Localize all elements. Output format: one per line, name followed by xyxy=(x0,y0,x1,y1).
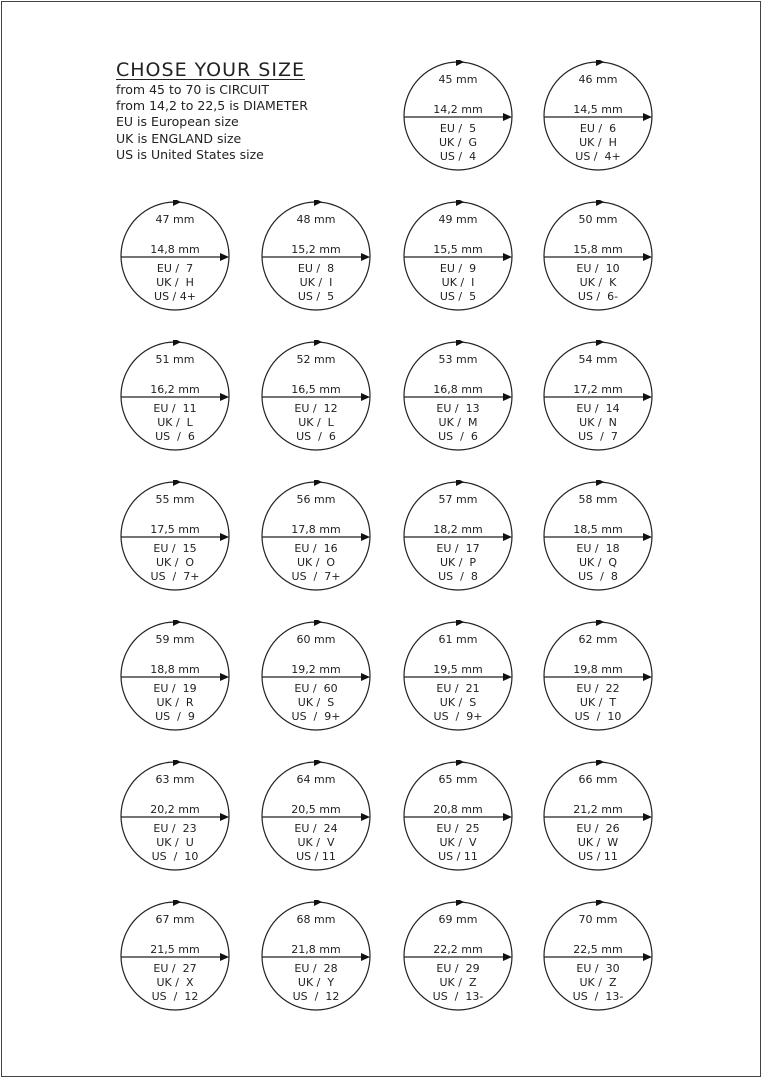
us-size-label: US / 5 xyxy=(439,290,477,303)
uk-size-label: UK / S xyxy=(439,696,477,709)
circuit-arrow-icon xyxy=(456,60,464,66)
uk-size-label: UK / O xyxy=(155,556,195,569)
eu-size-label: EU / 14 xyxy=(576,402,620,415)
ring-size-circle xyxy=(119,620,231,732)
circuit-label: 66 mm xyxy=(578,773,618,786)
us-size-label: US / 9+ xyxy=(291,710,341,723)
diameter-label: 18,5 mm xyxy=(573,523,623,536)
uk-size-label: UK / X xyxy=(156,976,194,989)
ring-size-circle xyxy=(260,620,372,732)
us-size-label: US / 13- xyxy=(572,990,624,1003)
uk-size-label: UK / P xyxy=(439,556,477,569)
circuit-arrow-icon xyxy=(596,340,604,346)
circuit-label: 47 mm xyxy=(155,213,195,226)
uk-size-label: UK / Z xyxy=(439,976,477,989)
diameter-label: 18,8 mm xyxy=(150,663,200,676)
uk-size-label: UK / I xyxy=(441,276,475,289)
diameter-label: 16,8 mm xyxy=(433,383,483,396)
circuit-arrow-icon xyxy=(596,480,604,486)
ring-size-circle xyxy=(542,200,654,312)
us-size-label: US / 11 xyxy=(296,850,336,863)
eu-size-label: EU / 6 xyxy=(579,122,617,135)
eu-size-label: EU / 29 xyxy=(436,962,480,975)
diameter-label: 17,8 mm xyxy=(291,523,341,536)
uk-size-label: UK / H xyxy=(579,136,617,149)
circuit-label: 70 mm xyxy=(578,913,618,926)
circuit-label: 61 mm xyxy=(438,633,478,646)
uk-size-label: UK / W xyxy=(577,836,619,849)
eu-size-label: EU / 10 xyxy=(576,262,620,275)
us-size-label: US / 5 xyxy=(297,290,335,303)
uk-size-label: UK / G xyxy=(439,136,477,149)
uk-size-label: UK / I xyxy=(299,276,333,289)
us-size-label: US / 13- xyxy=(432,990,484,1003)
us-size-label: US / 9+ xyxy=(433,710,483,723)
diameter-label: 21,5 mm xyxy=(150,943,200,956)
uk-size-label: UK / V xyxy=(297,836,335,849)
circuit-arrow-icon xyxy=(456,760,464,766)
uk-size-label: UK / K xyxy=(579,276,617,289)
eu-size-label: EU / 11 xyxy=(153,402,197,415)
uk-size-label: UK / Z xyxy=(579,976,617,989)
diameter-label: 16,5 mm xyxy=(291,383,341,396)
diameter-label: 19,5 mm xyxy=(433,663,483,676)
legend-line-eu: EU is European size xyxy=(116,114,239,130)
circuit-arrow-icon xyxy=(456,340,464,346)
diameter-label: 21,8 mm xyxy=(291,943,341,956)
legend-line-uk: UK is ENGLAND size xyxy=(116,130,242,146)
ring-size-circle xyxy=(119,200,231,312)
circuit-label: 57 mm xyxy=(438,493,478,506)
legend-line-diameter: from 14,2 to 22,5 is DIAMETER xyxy=(116,98,308,114)
uk-size-label: UK / Y xyxy=(297,976,335,989)
ring-size-circle xyxy=(402,480,514,592)
circuit-arrow-icon xyxy=(173,480,181,486)
circuit-label: 65 mm xyxy=(438,773,478,786)
circuit-arrow-icon xyxy=(173,200,181,206)
us-size-label: US / 7+ xyxy=(291,570,341,583)
diameter-label: 14,2 mm xyxy=(433,103,483,116)
diameter-label: 17,2 mm xyxy=(573,383,623,396)
ring-size-circle xyxy=(542,900,654,1012)
circuit-arrow-icon xyxy=(456,480,464,486)
eu-size-label: EU / 25 xyxy=(436,822,480,835)
eu-size-label: EU / 30 xyxy=(576,962,620,975)
ring-size-circle xyxy=(260,900,372,1012)
diameter-label: 21,2 mm xyxy=(573,803,623,816)
us-size-label: US / 11 xyxy=(438,850,478,863)
circuit-arrow-icon xyxy=(173,760,181,766)
circuit-label: 68 mm xyxy=(296,913,336,926)
uk-size-label: UK / M xyxy=(438,416,478,429)
circuit-arrow-icon xyxy=(596,200,604,206)
ring-size-circle xyxy=(542,620,654,732)
eu-size-label: EU / 18 xyxy=(576,542,620,555)
circuit-arrow-icon xyxy=(314,900,322,906)
circuit-label: 51 mm xyxy=(155,353,195,366)
circuit-label: 59 mm xyxy=(155,633,195,646)
uk-size-label: UK / Q xyxy=(578,556,618,569)
circuit-label: 67 mm xyxy=(155,913,195,926)
uk-size-label: UK / O xyxy=(296,556,336,569)
diameter-label: 20,8 mm xyxy=(433,803,483,816)
ring-size-circle xyxy=(260,760,372,872)
ring-size-circle xyxy=(402,760,514,872)
diameter-label: 15,2 mm xyxy=(291,243,341,256)
ring-size-circle xyxy=(542,760,654,872)
us-size-label: US / 6 xyxy=(155,430,195,443)
circuit-arrow-icon xyxy=(314,760,322,766)
diameter-label: 18,2 mm xyxy=(433,523,483,536)
diameter-label: 19,2 mm xyxy=(291,663,341,676)
ring-size-circle xyxy=(402,200,514,312)
circuit-arrow-icon xyxy=(173,620,181,626)
us-size-label: US / 10 xyxy=(151,850,199,863)
legend-line-circuit: from 45 to 70 is CIRCUIT xyxy=(116,82,269,97)
us-size-label: US / 12 xyxy=(292,990,340,1003)
us-size-label: US / 4 xyxy=(439,150,477,163)
uk-size-label: UK / S xyxy=(297,696,335,709)
eu-size-label: EU / 21 xyxy=(436,682,480,695)
diameter-label: 20,2 mm xyxy=(150,803,200,816)
diameter-label: 14,5 mm xyxy=(573,103,623,116)
eu-size-label: EU / 12 xyxy=(294,402,338,415)
us-size-label: US / 8 xyxy=(578,570,618,583)
circuit-arrow-icon xyxy=(596,60,604,66)
circuit-arrow-icon xyxy=(596,900,604,906)
us-size-label: US / 6 xyxy=(438,430,478,443)
circuit-label: 48 mm xyxy=(296,213,336,226)
us-size-label: US / 12 xyxy=(151,990,199,1003)
circuit-arrow-icon xyxy=(596,760,604,766)
circuit-label: 53 mm xyxy=(438,353,478,366)
diameter-label: 22,5 mm xyxy=(573,943,623,956)
ring-size-circle xyxy=(542,60,654,172)
us-size-label: US / 9 xyxy=(155,710,195,723)
diameter-label: 15,8 mm xyxy=(573,243,623,256)
circuit-arrow-icon xyxy=(314,340,322,346)
ring-size-circle xyxy=(402,900,514,1012)
diameter-label: 17,5 mm xyxy=(150,523,200,536)
us-size-label: US / 4+ xyxy=(154,290,196,303)
size-guide-header xyxy=(116,58,308,163)
eu-size-label: EU / 16 xyxy=(294,542,338,555)
ring-size-circle xyxy=(260,200,372,312)
us-size-label: US / 4+ xyxy=(575,150,621,163)
circuit-arrow-icon xyxy=(314,620,322,626)
page-title: CHOSE YOUR SIZE xyxy=(116,59,305,81)
us-size-label: US / 6- xyxy=(577,290,619,303)
eu-size-label: EU / 27 xyxy=(153,962,197,975)
ring-size-circle xyxy=(119,340,231,452)
uk-size-label: UK / H xyxy=(156,276,194,289)
eu-size-label: EU / 24 xyxy=(294,822,338,835)
circuit-label: 63 mm xyxy=(155,773,195,786)
circuit-label: 45 mm xyxy=(438,73,478,86)
ring-size-circle xyxy=(402,60,514,172)
circuit-arrow-icon xyxy=(173,340,181,346)
eu-size-label: EU / 9 xyxy=(439,262,477,275)
ring-size-circle xyxy=(542,340,654,452)
uk-size-label: UK / T xyxy=(579,696,617,709)
circuit-arrow-icon xyxy=(314,200,322,206)
eu-size-label: EU / 22 xyxy=(576,682,620,695)
eu-size-label: EU / 19 xyxy=(153,682,197,695)
us-size-label: US / 8 xyxy=(438,570,478,583)
us-size-label: US / 7 xyxy=(578,430,618,443)
circuit-label: 62 mm xyxy=(578,633,618,646)
us-size-label: US / 6 xyxy=(296,430,336,443)
circuit-label: 60 mm xyxy=(296,633,336,646)
ring-size-circle xyxy=(260,340,372,452)
diameter-label: 19,8 mm xyxy=(573,663,623,676)
circuit-label: 46 mm xyxy=(578,73,618,86)
circuit-label: 55 mm xyxy=(155,493,195,506)
ring-size-circle xyxy=(402,620,514,732)
ring-size-circle xyxy=(119,480,231,592)
uk-size-label: UK / U xyxy=(156,836,194,849)
ring-size-circle xyxy=(119,900,231,1012)
eu-size-label: EU / 7 xyxy=(156,262,194,275)
legend-line-us: US is United States size xyxy=(116,146,264,162)
circuit-label: 56 mm xyxy=(296,493,336,506)
circuit-arrow-icon xyxy=(173,900,181,906)
circuit-label: 52 mm xyxy=(296,353,336,366)
circuit-label: 64 mm xyxy=(296,773,336,786)
eu-size-label: EU / 23 xyxy=(153,822,197,835)
ring-size-circle xyxy=(542,480,654,592)
ring-size-circle xyxy=(402,340,514,452)
circuit-arrow-icon xyxy=(456,620,464,626)
eu-size-label: EU / 5 xyxy=(439,122,477,135)
diameter-label: 15,5 mm xyxy=(433,243,483,256)
circuit-arrow-icon xyxy=(456,200,464,206)
circuit-label: 69 mm xyxy=(438,913,478,926)
us-size-label: US / 11 xyxy=(578,850,618,863)
eu-size-label: EU / 13 xyxy=(436,402,480,415)
circuit-label: 50 mm xyxy=(578,213,618,226)
uk-size-label: UK / V xyxy=(439,836,477,849)
ring-size-circle xyxy=(119,760,231,872)
eu-size-label: EU / 60 xyxy=(294,682,338,695)
diameter-label: 22,2 mm xyxy=(433,943,483,956)
circuit-label: 54 mm xyxy=(578,353,618,366)
eu-size-label: EU / 8 xyxy=(297,262,335,275)
diameter-label: 20,5 mm xyxy=(291,803,341,816)
uk-size-label: UK / N xyxy=(579,416,617,429)
circuit-arrow-icon xyxy=(456,900,464,906)
eu-size-label: EU / 28 xyxy=(294,962,338,975)
circuit-label: 58 mm xyxy=(578,493,618,506)
circuit-arrow-icon xyxy=(596,620,604,626)
uk-size-label: UK / L xyxy=(157,416,193,429)
diameter-label: 14,8 mm xyxy=(150,243,200,256)
circuit-label: 49 mm xyxy=(438,213,478,226)
us-size-label: US / 10 xyxy=(574,710,622,723)
diameter-label: 16,2 mm xyxy=(150,383,200,396)
uk-size-label: UK / L xyxy=(298,416,334,429)
us-size-label: US / 7+ xyxy=(150,570,200,583)
uk-size-label: UK / R xyxy=(156,696,194,709)
ring-size-circle xyxy=(260,480,372,592)
eu-size-label: EU / 26 xyxy=(576,822,620,835)
eu-size-label: EU / 15 xyxy=(153,542,197,555)
circuit-arrow-icon xyxy=(314,480,322,486)
eu-size-label: EU / 17 xyxy=(436,542,480,555)
